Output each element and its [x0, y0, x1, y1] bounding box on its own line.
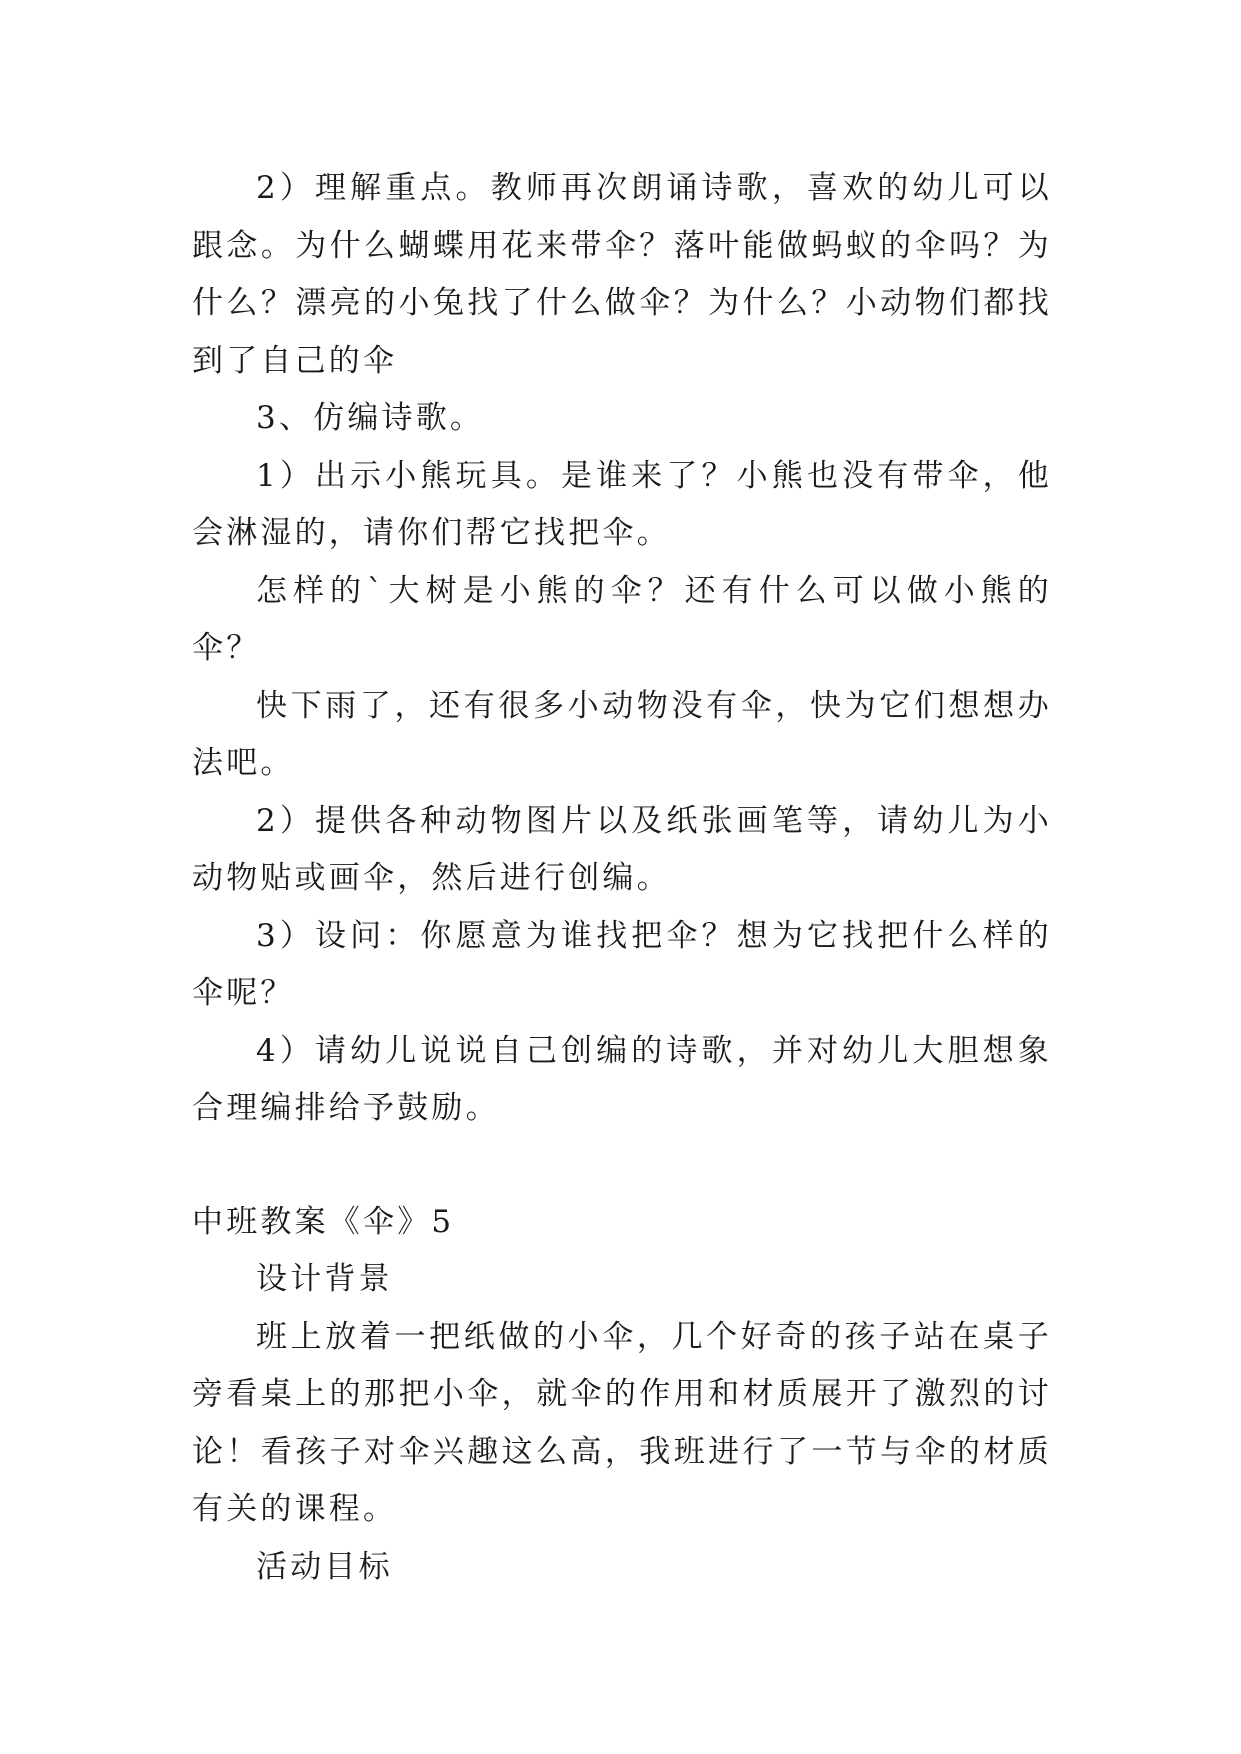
- paragraph-design-background-heading: 设计背景: [256, 1261, 393, 1297]
- paragraph-activity-goals-heading: 活动目标: [256, 1548, 393, 1585]
- section-title: 中班教案《伞》5: [192, 1203, 455, 1240]
- paragraph-provide-materials: 2）提供各种动物图片以及纸张画笔等，请幼儿为小动物贴或画伞，然后进行创编。: [192, 802, 1052, 896]
- document-page: [192, 160, 1052, 1596]
- paragraph-ask-question: 3）设问：你愿意为谁找把伞？想为它找把什么样的伞呢？: [192, 917, 1052, 1011]
- section-spacer: [192, 1138, 1052, 1194]
- paragraph-understand-key-points: 2）理解重点。教师再次朗诵诗歌，喜欢的幼儿可以跟念。为什么蝴蝶用花来带伞？落叶能做蚂蚁的伞吗？为什么？漂亮的小兔找了什么做伞？为什么？小动物们都找到了自己的伞: [192, 170, 1052, 379]
- paragraph-show-bear-toy: 1）出示小熊玩具。是谁来了？小熊也没有带伞，他会淋湿的，请你们帮它找把伞。: [192, 457, 1052, 551]
- paragraph-about-to-rain: 快下雨了，还有很多小动物没有伞，快为它们想想办法吧。: [192, 687, 1052, 781]
- paragraph-design-background: 班上放着一把纸做的小伞，几个好奇的孩子站在桌子旁看桌上的那把小伞，就伞的作用和材质展开了激烈的讨论！看孩子对伞兴趣这么高，我班进行了一节与伞的材质有关的课程。: [192, 1318, 1052, 1527]
- paragraph-imitate-poem: 3、仿编诗歌。: [256, 400, 485, 436]
- paragraph-tree-umbrella: 怎样的`大树是小熊的伞？还有什么可以做小熊的伞？: [192, 572, 1052, 666]
- paragraph-encourage-children: 4）请幼儿说说自己创编的诗歌，并对幼儿大胆想象合理编排给予鼓励。: [192, 1032, 1052, 1126]
